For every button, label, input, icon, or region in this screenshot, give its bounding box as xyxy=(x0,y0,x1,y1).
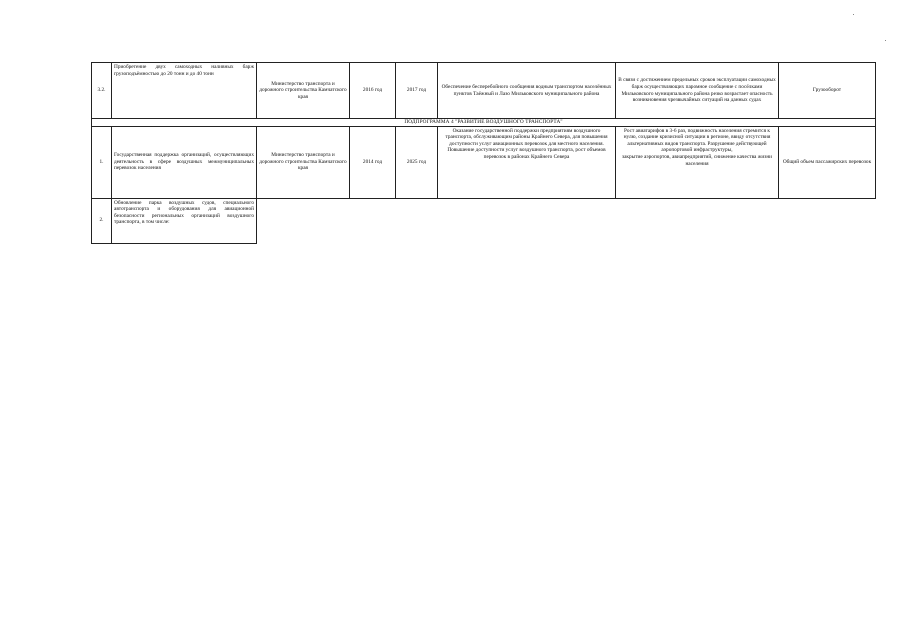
subprogram-row xyxy=(92,119,876,127)
expected-result-cell xyxy=(438,126,616,198)
consequence-cell: В связи с достижением предельных сроков эксплуатации самоходных барж осуществляющих паромное сообщение с посёлками Мильковского муниципального района резко возрастает опасность возникновения чрезвычайных ситуаций на данных судах xyxy=(616,63,779,119)
consequence-cell xyxy=(616,126,779,198)
executor-cell: Министерство транспорта и дорожного строительства Камчатского края xyxy=(257,126,350,198)
measure-name: Государственная поддержка организаций, осуществляющих деятельность в сфере воздушных межмуниципальных перевозок населения xyxy=(112,126,257,198)
table-row xyxy=(92,126,876,198)
measure-name: Обновление парка воздушных судов, специального автотранспорта и оборудования для авиационной безопасности региональных организаций воздушного транспорта, в том числе: xyxy=(112,198,257,243)
subprogram-heading: ПОДПРОГРАММА 4 "РАЗВИТИЕ ВОЗДУШНОГО ТРАНСПОРТА" xyxy=(92,119,876,127)
scan-speck xyxy=(853,14,854,15)
end-year-cell: 2025 год xyxy=(396,126,438,198)
row-number: 3.2. xyxy=(92,63,112,119)
scan-speck xyxy=(885,40,886,41)
table-row xyxy=(92,63,876,119)
expected-result-cell: Обеспечение бесперебойного сообщения водным транспортом населённых пунктов Таёжный и Лазо Мильковского муниципального района xyxy=(438,63,616,119)
consequence-line: закрытие аэропортов, авиапредприятий, снижение качества жизни населения xyxy=(621,154,772,167)
end-year-cell: 2017 год xyxy=(396,63,438,119)
row-number: 1. xyxy=(92,126,112,198)
empty-cell xyxy=(257,198,876,243)
indicator-cell: Общий объем пассажирских перевозок xyxy=(779,126,876,198)
row-number: 2. xyxy=(92,198,112,243)
expected-result-line: Повышение доступности услуг воздушного транспорта, рост объемов перевозок в районах Крайнего Севера xyxy=(447,147,606,161)
executor-cell: Министерство транспорта и дорожного строительства Камчатского края xyxy=(257,63,350,119)
consequence-line: Рост авиатарифов в 3-6 раз, подвижность населения стремится к нулю, создание кризисной ситуации в регионе, ввиду отсутствия альтернативных видов транспорта. Разрушение действующей аэропортовой инфраструктуры, xyxy=(623,127,771,154)
expected-result-line: Оказание государственной поддержки предприятиям воздушного транспорта, обслуживающим районы Крайнего Севера, для повышения доступности услуг авиационных перевозок для местного населения. xyxy=(445,127,608,147)
table-row xyxy=(92,198,876,243)
start-year-cell: 2014 год xyxy=(350,126,396,198)
start-year-cell: 2016 год xyxy=(350,63,396,119)
measure-name: Приобретение двух самоходных наливных барж грузоподъёмностью до 20 тонн и до 40 тонн xyxy=(112,63,257,119)
program-measures-table xyxy=(91,62,876,244)
indicator-cell: Грузооборот xyxy=(779,63,876,119)
